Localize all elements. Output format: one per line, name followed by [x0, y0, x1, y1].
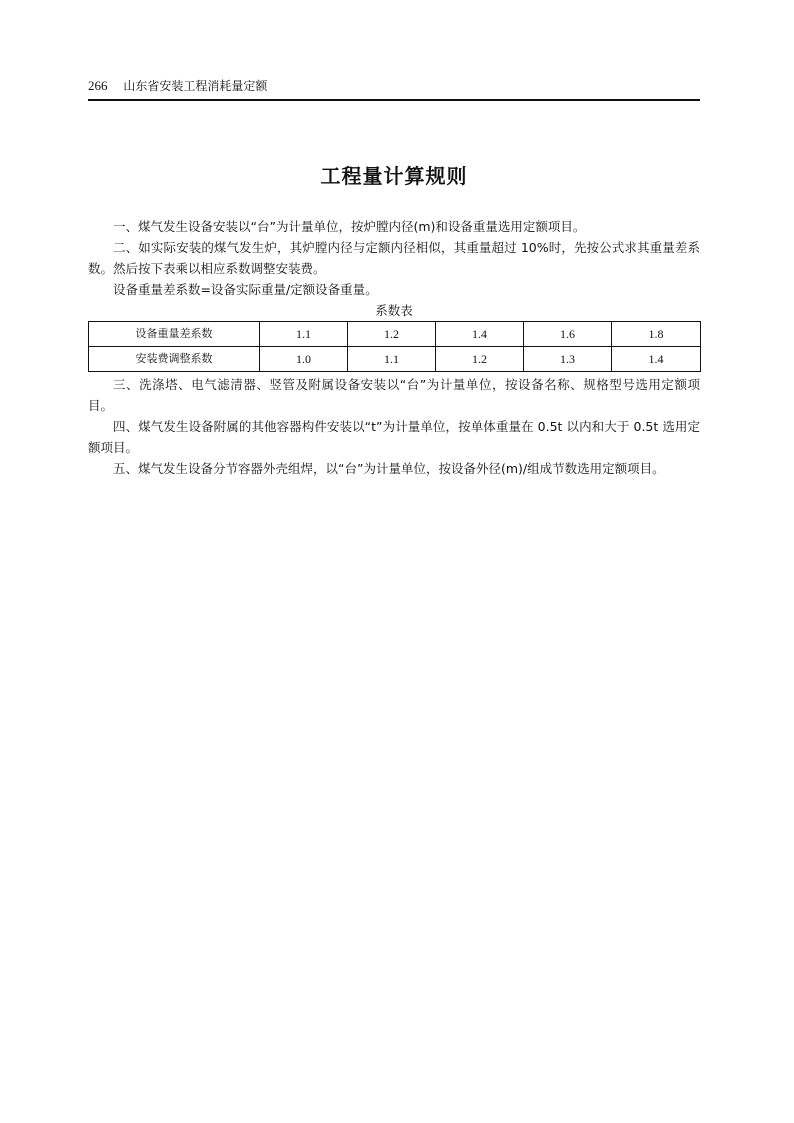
table-cell: 1.3: [524, 347, 612, 372]
table-cell: 1.4: [612, 347, 701, 372]
header-rule: [88, 99, 700, 101]
table-caption: 系数表: [375, 303, 413, 318]
table-cell: 1.1: [260, 322, 348, 347]
row-label: 设备重量差系数: [89, 322, 260, 347]
table-cell: 1.2: [436, 347, 524, 372]
coefficient-table: [88, 321, 701, 372]
table-row-weight-coefficient: [89, 322, 701, 347]
rule-paragraph-2: 二、如实际安装的煤气发生炉，其炉膛内径与定额内径相似，其重量超过 10%时，先按公式求其重量差系数。然后按下表乘以相应系数调整安装费。: [88, 240, 700, 276]
table-cell: 1.8: [612, 322, 701, 347]
running-header: [88, 76, 700, 96]
page-title: 工程量计算规则: [320, 164, 468, 188]
table-row-install-fee-coefficient: [89, 347, 701, 372]
book-title: 山东省安装工程消耗量定额: [123, 79, 268, 93]
rule-paragraph-1: 一、煤气发生设备安装以“台”为计量单位，按炉膛内径(m)和设备重量选用定额项目。: [113, 219, 586, 234]
rule-paragraph-5: 五、煤气发生设备分节容器外壳组焊，以“台”为计量单位，按设备外径(m)/组成节数选用定额项目。: [113, 461, 665, 476]
table-cell: 1.6: [524, 322, 612, 347]
rule-paragraph-4: 四、煤气发生设备附属的其他容器构件安装以“t”为计量单位，按单体重量在 0.5t 以内和大于 0.5t 选用定额项目。: [88, 419, 700, 455]
table-cell: 1.4: [436, 322, 524, 347]
page-number: 266: [88, 78, 108, 93]
rule-paragraph-3: 三、洗涤塔、电气滤清器、竖管及附属设备安装以“台”为计量单位，按设备名称、规格型号选用定额项目。: [88, 377, 700, 413]
formula-paragraph: 设备重量差系数=设备实际重量/定额设备重量。: [113, 282, 378, 297]
table-cell: 1.2: [348, 322, 436, 347]
rules-section-1: [88, 216, 700, 300]
rules-section-2: [88, 374, 700, 479]
table-cell: 1.0: [260, 347, 348, 372]
row-label: 安装费调整系数: [89, 347, 260, 372]
table-cell: 1.1: [348, 347, 436, 372]
